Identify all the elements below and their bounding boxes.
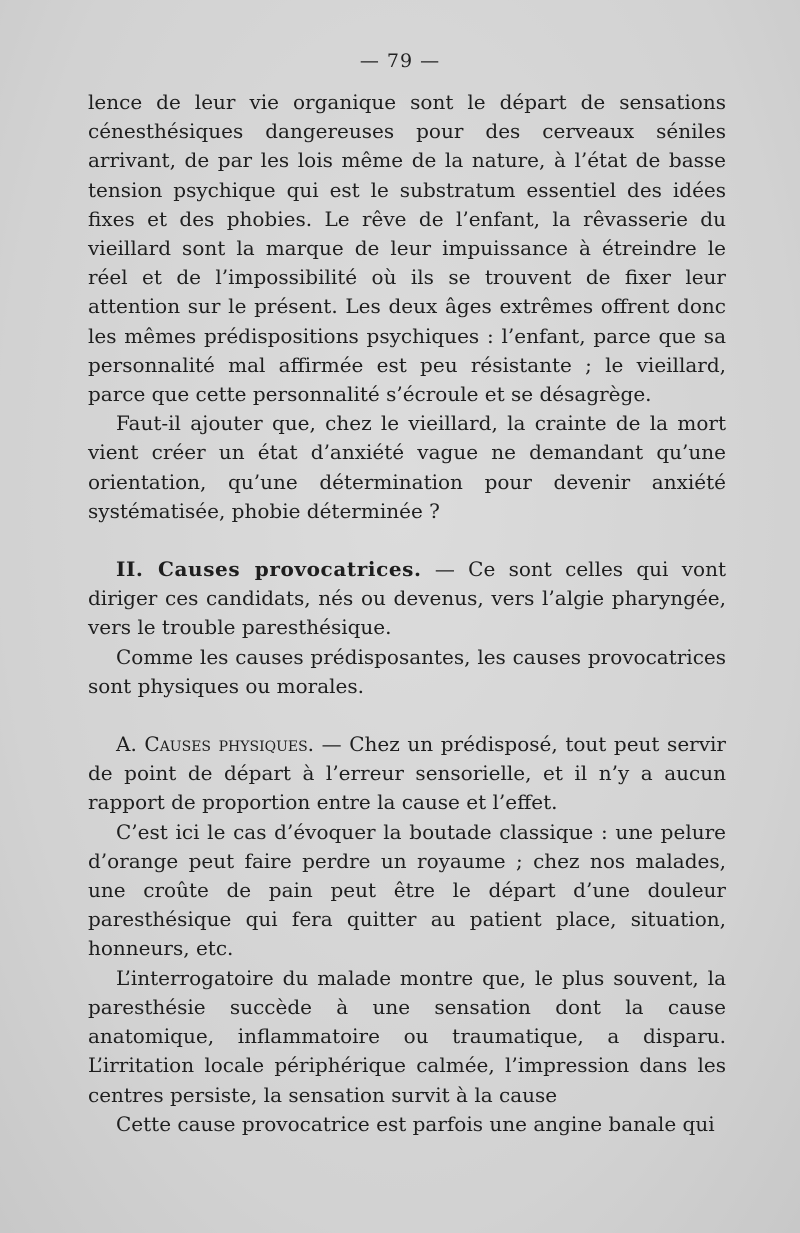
subsection-text: — Chez un prédisposé, tout peut servir de point de départ à l’erreur sensorielle, et il n’y a aucun rapport de proportion entre la cause et l’effet. (88, 732, 726, 815)
paragraph-truncated: Cette cause provocatrice est parfois une angine banale qui (116, 1111, 715, 1136)
page-number: — 79 — (359, 50, 441, 72)
section-causes-provocatrices (88, 555, 726, 643)
section-text: — Ce sont celles qui vont diriger ces candidats, nés ou devenus, vers l’algie pharyngée, vers le trouble paresthésique. (88, 557, 726, 640)
subsection-heading: A. Causes physiques. (116, 732, 315, 757)
paragraph: Faut-il ajouter que, chez le vieillard, la crainte de la mort vient créer un état d’anxiété vague ne demandant qu’une orientation, qu’une détermination pour devenir anxiété systématisée, phobie déterminée ? (88, 411, 726, 523)
page-body (88, 88, 726, 1139)
paragraph-continuation: lence de leur vie organique sont le départ de sensations cénesthésiques dangereuses pour des cerveaux séniles arrivant, de par les lois même de la nature, à l’état de basse tension psychique qui est le substratum essentiel des idées fixes et des phobies. Le rêve de l’enfant, la rêvasserie du vieillard sont la marque de leur impuissance à étreindre le réel et de l’impossibilité où ils se trouvent de fixer leur attention sur le présent. Les deux âges extrêmes offrent donc les mêmes prédispositions psychiques : l’enfant, parce que sa personnalité mal affirmée est peu résistante ; le vieillard, parce que cette personnalité s’écroule et se désagrège. (88, 90, 726, 407)
paragraph: C’est ici le cas d’évoquer la boutade classique : une pelure d’orange peut faire perdre un royaume ; chez nos malades, une croûte de pain peut être le départ d’une douleur paresthésique qui fera quitter au patient place, situation, honneurs, etc. (88, 819, 726, 961)
section-causes-physiques (88, 730, 726, 818)
section-heading: II. Causes provocatrices. (116, 557, 422, 582)
paragraph: Comme les causes prédisposantes, les causes provocatrices sont physiques ou morales. (88, 644, 726, 698)
paragraph: L’interrogatoire du malade montre que, le plus souvent, la paresthésie succède à une sensation dont la cause anatomique, inflammatoire ou traumatique, a disparu. L’irritation locale périphérique calmée, l’impression dans les centres persiste, la sensation survit à la cause (88, 965, 726, 1107)
